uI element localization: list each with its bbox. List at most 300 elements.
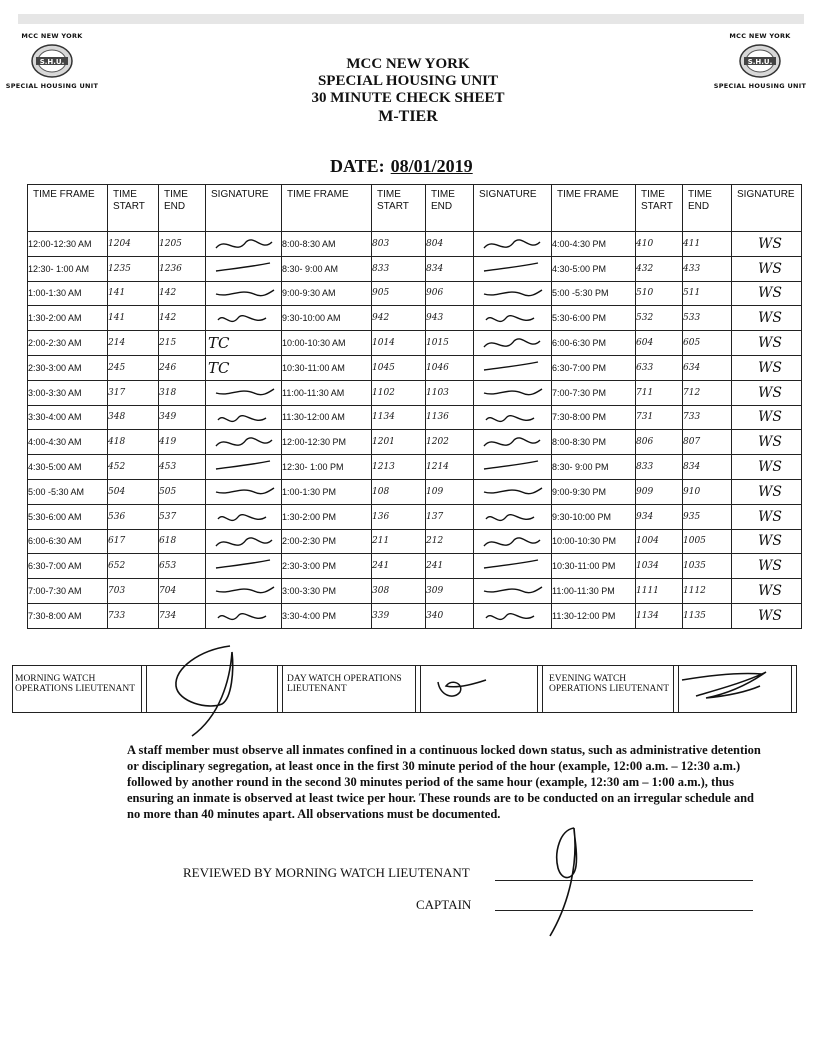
seal-text: S.H.U.	[39, 58, 65, 66]
signature-cell[interactable]	[474, 355, 552, 380]
table-row	[28, 455, 802, 480]
initials-scribble	[478, 606, 548, 626]
time-frame-cell: 12:30- 1:00 PM	[282, 455, 372, 480]
time-frame-cell: 5:00 -5:30 AM	[28, 479, 108, 504]
initials-scribble	[478, 333, 548, 353]
signature-cell[interactable]	[732, 281, 802, 306]
time-frame-cell: 11:00-11:30 AM	[282, 380, 372, 405]
signature-cell[interactable]	[474, 579, 552, 604]
header-row	[28, 185, 802, 232]
signature-cell[interactable]	[474, 603, 552, 628]
time-start-cell[interactable]: 934	[636, 504, 683, 529]
table-row	[28, 331, 802, 356]
time-end-cell[interactable]: 712	[683, 380, 732, 405]
time-frame-cell: 1:00-1:30 AM	[28, 281, 108, 306]
time-end-cell[interactable]: 634	[683, 355, 732, 380]
initials-scribble	[478, 358, 548, 378]
logo-bottom-text: SPECIAL HOUSING UNIT	[5, 82, 99, 90]
shu-seal-icon	[738, 43, 782, 79]
time-start-cell[interactable]: 1134	[372, 405, 426, 430]
column-header: TIME END	[683, 185, 732, 232]
reviewed-by-label: REVIEWED BY MORNING WATCH LIEUTENANT	[183, 865, 470, 880]
signature-cell[interactable]	[474, 306, 552, 331]
signature-cell[interactable]	[732, 256, 802, 281]
seal-text: S.H.U.	[747, 58, 773, 66]
reviewer-signature	[520, 822, 600, 942]
time-end-cell[interactable]: 605	[683, 331, 732, 356]
column-header: TIME START	[636, 185, 683, 232]
time-end-cell[interactable]: 433	[683, 256, 732, 281]
time-start-cell[interactable]: 339	[372, 603, 426, 628]
column-header: SIGNATURE	[732, 185, 802, 232]
time-frame-cell: 12:00-12:30 PM	[282, 430, 372, 455]
signature-cell[interactable]	[206, 479, 282, 504]
time-start-cell[interactable]: 731	[636, 405, 683, 430]
signature-cell[interactable]	[474, 380, 552, 405]
time-frame-cell: 5:30-6:00 PM	[552, 306, 636, 331]
time-frame-cell: 2:00-2:30 AM	[28, 331, 108, 356]
time-frame-cell: 4:00-4:30 PM	[552, 232, 636, 257]
signature-cell[interactable]	[732, 455, 802, 480]
time-frame-cell: 12:30- 1:00 AM	[28, 256, 108, 281]
time-start-cell[interactable]: 510	[636, 281, 683, 306]
table-row	[28, 256, 802, 281]
initials-text: WS	[758, 558, 782, 575]
table-row	[28, 380, 802, 405]
initials-scribble	[478, 457, 548, 477]
signature-cell[interactable]	[474, 331, 552, 356]
initials-text: WS	[758, 483, 782, 500]
time-frame-cell: 8:30- 9:00 PM	[552, 455, 636, 480]
time-start-cell[interactable]: 348	[108, 405, 159, 430]
signature-cell[interactable]	[732, 504, 802, 529]
time-frame-cell: 7:30-8:00 PM	[552, 405, 636, 430]
time-end-cell[interactable]: 246	[159, 355, 206, 380]
initials-scribble	[478, 581, 548, 601]
initials-scribble	[210, 408, 280, 428]
time-frame-cell: 10:30-11:00 AM	[282, 355, 372, 380]
signature-cell[interactable]	[732, 603, 802, 628]
time-end-cell[interactable]: 1205	[159, 232, 206, 257]
initials-scribble	[478, 284, 548, 304]
time-start-cell[interactable]: 1045	[372, 355, 426, 380]
shu-seal-icon	[30, 43, 74, 79]
time-start-cell[interactable]: 703	[108, 579, 159, 604]
signature-cell[interactable]	[206, 281, 282, 306]
time-frame-cell: 6:30-7:00 AM	[28, 554, 108, 579]
initials-scribble	[478, 482, 548, 502]
column-header: TIME END	[426, 185, 474, 232]
morning-watch-label: MORNING WATCH OPERATIONS LIEUTENANT	[15, 674, 136, 694]
time-frame-cell: 11:30-12:00 AM	[282, 405, 372, 430]
time-frame-cell: 4:00-4:30 AM	[28, 430, 108, 455]
time-end-cell[interactable]: 453	[159, 455, 206, 480]
signature-cell[interactable]	[206, 380, 282, 405]
time-start-cell[interactable]: 214	[108, 331, 159, 356]
time-end-cell[interactable]: 1046	[426, 355, 474, 380]
initials-scribble	[210, 606, 280, 626]
time-end-cell[interactable]: 349	[159, 405, 206, 430]
time-start-cell[interactable]: 803	[372, 232, 426, 257]
time-end-cell[interactable]: 834	[426, 256, 474, 281]
time-frame-cell: 4:30-5:00 PM	[552, 256, 636, 281]
initials-scribble	[210, 507, 280, 527]
time-frame-cell: 12:00-12:30 AM	[28, 232, 108, 257]
signature-cell[interactable]	[732, 355, 802, 380]
time-frame-cell: 11:30-12:00 PM	[552, 603, 636, 628]
time-start-cell[interactable]: 833	[372, 256, 426, 281]
signature-cell[interactable]	[206, 504, 282, 529]
signature-cell[interactable]	[732, 430, 802, 455]
initials-text: TC	[208, 334, 230, 353]
time-end-cell[interactable]: 1135	[683, 603, 732, 628]
date-line	[330, 156, 473, 177]
time-frame-cell: 3:30-4:00 PM	[282, 603, 372, 628]
time-end-cell[interactable]: 137	[426, 504, 474, 529]
column-header: TIME START	[108, 185, 159, 232]
time-start-cell[interactable]: 452	[108, 455, 159, 480]
time-start-cell[interactable]: 652	[108, 554, 159, 579]
time-end-cell[interactable]: 618	[159, 529, 206, 554]
time-end-cell[interactable]: 537	[159, 504, 206, 529]
heading-line-2: SPECIAL HOUSING UNIT	[317, 73, 499, 89]
time-end-cell[interactable]: 411	[683, 232, 732, 257]
time-start-cell[interactable]: 141	[108, 281, 159, 306]
time-frame-cell: 9:30-10:00 AM	[282, 306, 372, 331]
time-frame-cell: 2:30-3:00 AM	[28, 355, 108, 380]
table-row	[28, 479, 802, 504]
heading-line-1: MCC NEW YORK	[346, 56, 470, 72]
time-end-cell[interactable]: 804	[426, 232, 474, 257]
time-start-cell[interactable]: 1201	[372, 430, 426, 455]
table-row	[28, 603, 802, 628]
table-row	[28, 529, 802, 554]
signature-cell[interactable]	[206, 430, 282, 455]
table-body	[28, 232, 802, 629]
time-start-cell[interactable]: 136	[372, 504, 426, 529]
signature-cell[interactable]	[732, 306, 802, 331]
signature-cell[interactable]	[206, 603, 282, 628]
signature-cell[interactable]	[206, 331, 282, 356]
time-frame-cell: 9:00-9:30 AM	[282, 281, 372, 306]
time-start-cell[interactable]: 833	[636, 455, 683, 480]
time-start-cell[interactable]: 1235	[108, 256, 159, 281]
initials-text: WS	[758, 359, 782, 376]
day-watch-label: DAY WATCH OPERATIONS LIEUTENANT	[287, 674, 402, 694]
time-frame-cell: 8:00-8:30 AM	[282, 232, 372, 257]
table-row	[28, 281, 802, 306]
table-row	[28, 579, 802, 604]
time-end-cell[interactable]: 1035	[683, 554, 732, 579]
time-start-cell[interactable]: 942	[372, 306, 426, 331]
time-start-cell[interactable]: 211	[372, 529, 426, 554]
signature-cell[interactable]	[732, 331, 802, 356]
time-start-cell[interactable]: 504	[108, 479, 159, 504]
signature-cell[interactable]	[732, 405, 802, 430]
initials-scribble	[210, 284, 280, 304]
initials-scribble	[478, 383, 548, 403]
initials-scribble	[478, 507, 548, 527]
signature-cell[interactable]	[206, 554, 282, 579]
signature-cell[interactable]	[732, 529, 802, 554]
initials-scribble	[210, 234, 280, 254]
time-end-cell[interactable]: 318	[159, 380, 206, 405]
time-start-cell[interactable]: 733	[108, 603, 159, 628]
time-start-cell[interactable]: 532	[636, 306, 683, 331]
time-end-cell[interactable]: 109	[426, 479, 474, 504]
time-start-cell[interactable]: 1204	[108, 232, 159, 257]
time-end-cell[interactable]: 142	[159, 306, 206, 331]
time-end-cell[interactable]: 215	[159, 331, 206, 356]
signature-cell[interactable]	[474, 479, 552, 504]
initials-scribble	[210, 259, 280, 279]
check-sheet-table	[27, 184, 802, 629]
initials-scribble	[210, 581, 280, 601]
initials-text: WS	[758, 310, 782, 327]
column-header: TIME FRAME	[282, 185, 372, 232]
time-start-cell[interactable]: 1213	[372, 455, 426, 480]
logo-right	[712, 32, 808, 90]
signature-cell[interactable]	[474, 281, 552, 306]
time-end-cell[interactable]: 1136	[426, 405, 474, 430]
initials-text: WS	[758, 235, 782, 252]
time-start-cell[interactable]: 1004	[636, 529, 683, 554]
time-start-cell[interactable]: 711	[636, 380, 683, 405]
column-header: TIME END	[159, 185, 206, 232]
heading-tier: M-TIER	[378, 108, 438, 125]
time-start-cell[interactable]: 633	[636, 355, 683, 380]
heading-line-3: 30 MINUTE CHECK SHEET	[311, 90, 505, 106]
time-start-cell[interactable]: 1102	[372, 380, 426, 405]
logo-left	[4, 32, 100, 90]
time-end-cell[interactable]: 943	[426, 306, 474, 331]
signature-cell[interactable]	[206, 405, 282, 430]
time-end-cell[interactable]: 704	[159, 579, 206, 604]
signature-cell[interactable]	[206, 355, 282, 380]
time-frame-cell: 3:00-3:30 AM	[28, 380, 108, 405]
logo-top-text: MCC NEW YORK	[21, 32, 83, 40]
time-frame-cell: 6:00-6:30 AM	[28, 529, 108, 554]
time-end-cell[interactable]: 910	[683, 479, 732, 504]
time-end-cell[interactable]: 1202	[426, 430, 474, 455]
time-end-cell[interactable]: 733	[683, 405, 732, 430]
time-frame-cell: 3:30-4:00 AM	[28, 405, 108, 430]
signature-cell[interactable]	[474, 430, 552, 455]
table-row	[28, 405, 802, 430]
table-row	[28, 232, 802, 257]
signature-cell[interactable]	[732, 232, 802, 257]
time-start-cell[interactable]: 308	[372, 579, 426, 604]
time-frame-cell: 8:30- 9:00 AM	[282, 256, 372, 281]
time-end-cell[interactable]: 241	[426, 554, 474, 579]
initials-text: WS	[758, 459, 782, 476]
time-start-cell[interactable]: 1134	[636, 603, 683, 628]
scan-edge-bar	[18, 14, 804, 24]
policy-paragraph: A staff member must observe all inmates confined in a continuous locked down status, such as administrative detention or disciplinary segregation, at least once in the first 30 minute period of the hour (example, 12:00 a.m. – 12:30 a.m.) followed by another round in the second 30 minutes period of the same hour (example, 12:30 am – 1:00 a.m.), thus ensuring an inmate is observed at least twice per hour. These rounds are to be conducted on an irregular schedule and no more than 40 minutes apart. All observations must be documented.	[127, 743, 761, 821]
signature-cell[interactable]	[474, 529, 552, 554]
time-frame-cell: 1:30-2:00 AM	[28, 306, 108, 331]
signature-cell[interactable]	[206, 529, 282, 554]
signature-cell[interactable]	[732, 479, 802, 504]
time-frame-cell: 7:00-7:30 AM	[28, 579, 108, 604]
time-end-cell[interactable]: 340	[426, 603, 474, 628]
signature-cell[interactable]	[474, 232, 552, 257]
table-row	[28, 430, 802, 455]
signature-cell[interactable]	[474, 455, 552, 480]
initials-text: WS	[758, 434, 782, 451]
time-end-cell[interactable]: 1015	[426, 331, 474, 356]
signature-cell[interactable]	[474, 405, 552, 430]
date-label: DATE:	[330, 156, 385, 176]
time-end-cell[interactable]: 1214	[426, 455, 474, 480]
time-frame-cell: 9:00-9:30 PM	[552, 479, 636, 504]
logo-top-text: MCC NEW YORK	[729, 32, 791, 40]
time-end-cell[interactable]: 653	[159, 554, 206, 579]
time-frame-cell: 5:00 -5:30 PM	[552, 281, 636, 306]
initials-text: WS	[758, 533, 782, 550]
time-start-cell[interactable]: 617	[108, 529, 159, 554]
signature-cell[interactable]	[474, 256, 552, 281]
time-start-cell[interactable]: 108	[372, 479, 426, 504]
time-end-cell[interactable]: 734	[159, 603, 206, 628]
time-start-cell[interactable]: 432	[636, 256, 683, 281]
time-frame-cell: 10:00-10:30 PM	[552, 529, 636, 554]
initials-scribble	[210, 457, 280, 477]
time-frame-cell: 4:30-5:00 AM	[28, 455, 108, 480]
time-frame-cell: 10:30-11:00 PM	[552, 554, 636, 579]
initials-scribble	[210, 308, 280, 328]
initials-scribble	[210, 556, 280, 576]
column-header: TIME START	[372, 185, 426, 232]
time-start-cell[interactable]: 1034	[636, 554, 683, 579]
initials-scribble	[478, 432, 548, 452]
logo-bottom-text: SPECIAL HOUSING UNIT	[713, 82, 807, 90]
time-end-cell[interactable]: 807	[683, 430, 732, 455]
initials-text: WS	[758, 508, 782, 525]
initials-text: TC	[208, 358, 230, 377]
time-frame-cell: 6:30-7:00 PM	[552, 355, 636, 380]
column-header: TIME FRAME	[28, 185, 108, 232]
table-row	[28, 306, 802, 331]
initials-scribble	[478, 308, 548, 328]
time-end-cell[interactable]: 505	[159, 479, 206, 504]
evening-watch-label: EVENING WATCH OPERATIONS LIEUTENANT	[549, 674, 670, 694]
time-start-cell[interactable]: 905	[372, 281, 426, 306]
time-frame-cell: 5:30-6:00 AM	[28, 504, 108, 529]
date-value: 08/01/2019	[390, 156, 473, 176]
time-end-cell[interactable]: 511	[683, 281, 732, 306]
time-start-cell[interactable]: 418	[108, 430, 159, 455]
time-start-cell[interactable]: 410	[636, 232, 683, 257]
time-end-cell[interactable]: 533	[683, 306, 732, 331]
time-frame-cell: 2:30-3:00 PM	[282, 554, 372, 579]
column-header: SIGNATURE	[206, 185, 282, 232]
time-end-cell[interactable]: 212	[426, 529, 474, 554]
initials-text: WS	[758, 409, 782, 426]
initials-scribble	[210, 532, 280, 552]
signature-cell[interactable]	[474, 504, 552, 529]
evening-lieutenant-signature	[676, 666, 776, 706]
initials-text: WS	[758, 583, 782, 600]
time-frame-cell: 10:00-10:30 AM	[282, 331, 372, 356]
day-lieutenant-signature	[432, 670, 492, 706]
table-row	[28, 554, 802, 579]
initials-text: WS	[758, 285, 782, 302]
initials-text: WS	[758, 260, 782, 277]
table-row	[28, 355, 802, 380]
captain-label: CAPTAIN	[416, 897, 472, 912]
signature-cell[interactable]	[732, 554, 802, 579]
time-frame-cell: 1:30-2:00 PM	[282, 504, 372, 529]
signature-cell[interactable]	[206, 455, 282, 480]
time-end-cell[interactable]: 935	[683, 504, 732, 529]
initials-text: WS	[758, 335, 782, 352]
time-end-cell[interactable]: 834	[683, 455, 732, 480]
time-frame-cell: 6:00-6:30 PM	[552, 331, 636, 356]
signature-cell[interactable]	[474, 554, 552, 579]
time-end-cell[interactable]: 1103	[426, 380, 474, 405]
document-heading	[240, 56, 576, 126]
time-start-cell[interactable]: 604	[636, 331, 683, 356]
signature-cell[interactable]	[732, 579, 802, 604]
time-start-cell[interactable]: 1111	[636, 579, 683, 604]
time-end-cell[interactable]: 309	[426, 579, 474, 604]
table-row	[28, 504, 802, 529]
initials-scribble	[210, 432, 280, 452]
initials-text: WS	[758, 607, 782, 624]
signature-cell[interactable]	[732, 380, 802, 405]
initials-scribble	[478, 259, 548, 279]
initials-scribble	[210, 482, 280, 502]
signature-cell[interactable]	[206, 256, 282, 281]
initials-scribble	[210, 383, 280, 403]
column-header: TIME FRAME	[552, 185, 636, 232]
time-end-cell[interactable]: 1112	[683, 579, 732, 604]
time-frame-cell: 7:00-7:30 PM	[552, 380, 636, 405]
initials-text: WS	[758, 384, 782, 401]
time-start-cell[interactable]: 909	[636, 479, 683, 504]
initials-scribble	[478, 408, 548, 428]
time-end-cell[interactable]: 1236	[159, 256, 206, 281]
time-frame-cell: 7:30-8:00 AM	[28, 603, 108, 628]
initials-scribble	[478, 234, 548, 254]
signature-cell[interactable]	[206, 306, 282, 331]
time-frame-cell: 1:00-1:30 PM	[282, 479, 372, 504]
time-end-cell[interactable]: 1005	[683, 529, 732, 554]
time-frame-cell: 11:00-11:30 PM	[552, 579, 636, 604]
time-frame-cell: 2:00-2:30 PM	[282, 529, 372, 554]
time-frame-cell: 9:30-10:00 PM	[552, 504, 636, 529]
time-start-cell[interactable]: 141	[108, 306, 159, 331]
signature-cell[interactable]	[206, 232, 282, 257]
time-start-cell[interactable]: 806	[636, 430, 683, 455]
column-header: SIGNATURE	[474, 185, 552, 232]
time-end-cell[interactable]: 142	[159, 281, 206, 306]
time-start-cell[interactable]: 1014	[372, 331, 426, 356]
time-end-cell[interactable]: 419	[159, 430, 206, 455]
time-start-cell[interactable]: 245	[108, 355, 159, 380]
morning-lieutenant-signature	[160, 640, 250, 740]
time-start-cell[interactable]: 241	[372, 554, 426, 579]
time-start-cell[interactable]: 536	[108, 504, 159, 529]
signature-cell[interactable]	[206, 579, 282, 604]
time-end-cell[interactable]: 906	[426, 281, 474, 306]
time-frame-cell: 8:00-8:30 PM	[552, 430, 636, 455]
initials-scribble	[478, 556, 548, 576]
time-frame-cell: 3:00-3:30 PM	[282, 579, 372, 604]
initials-scribble	[478, 532, 548, 552]
time-start-cell[interactable]: 317	[108, 380, 159, 405]
